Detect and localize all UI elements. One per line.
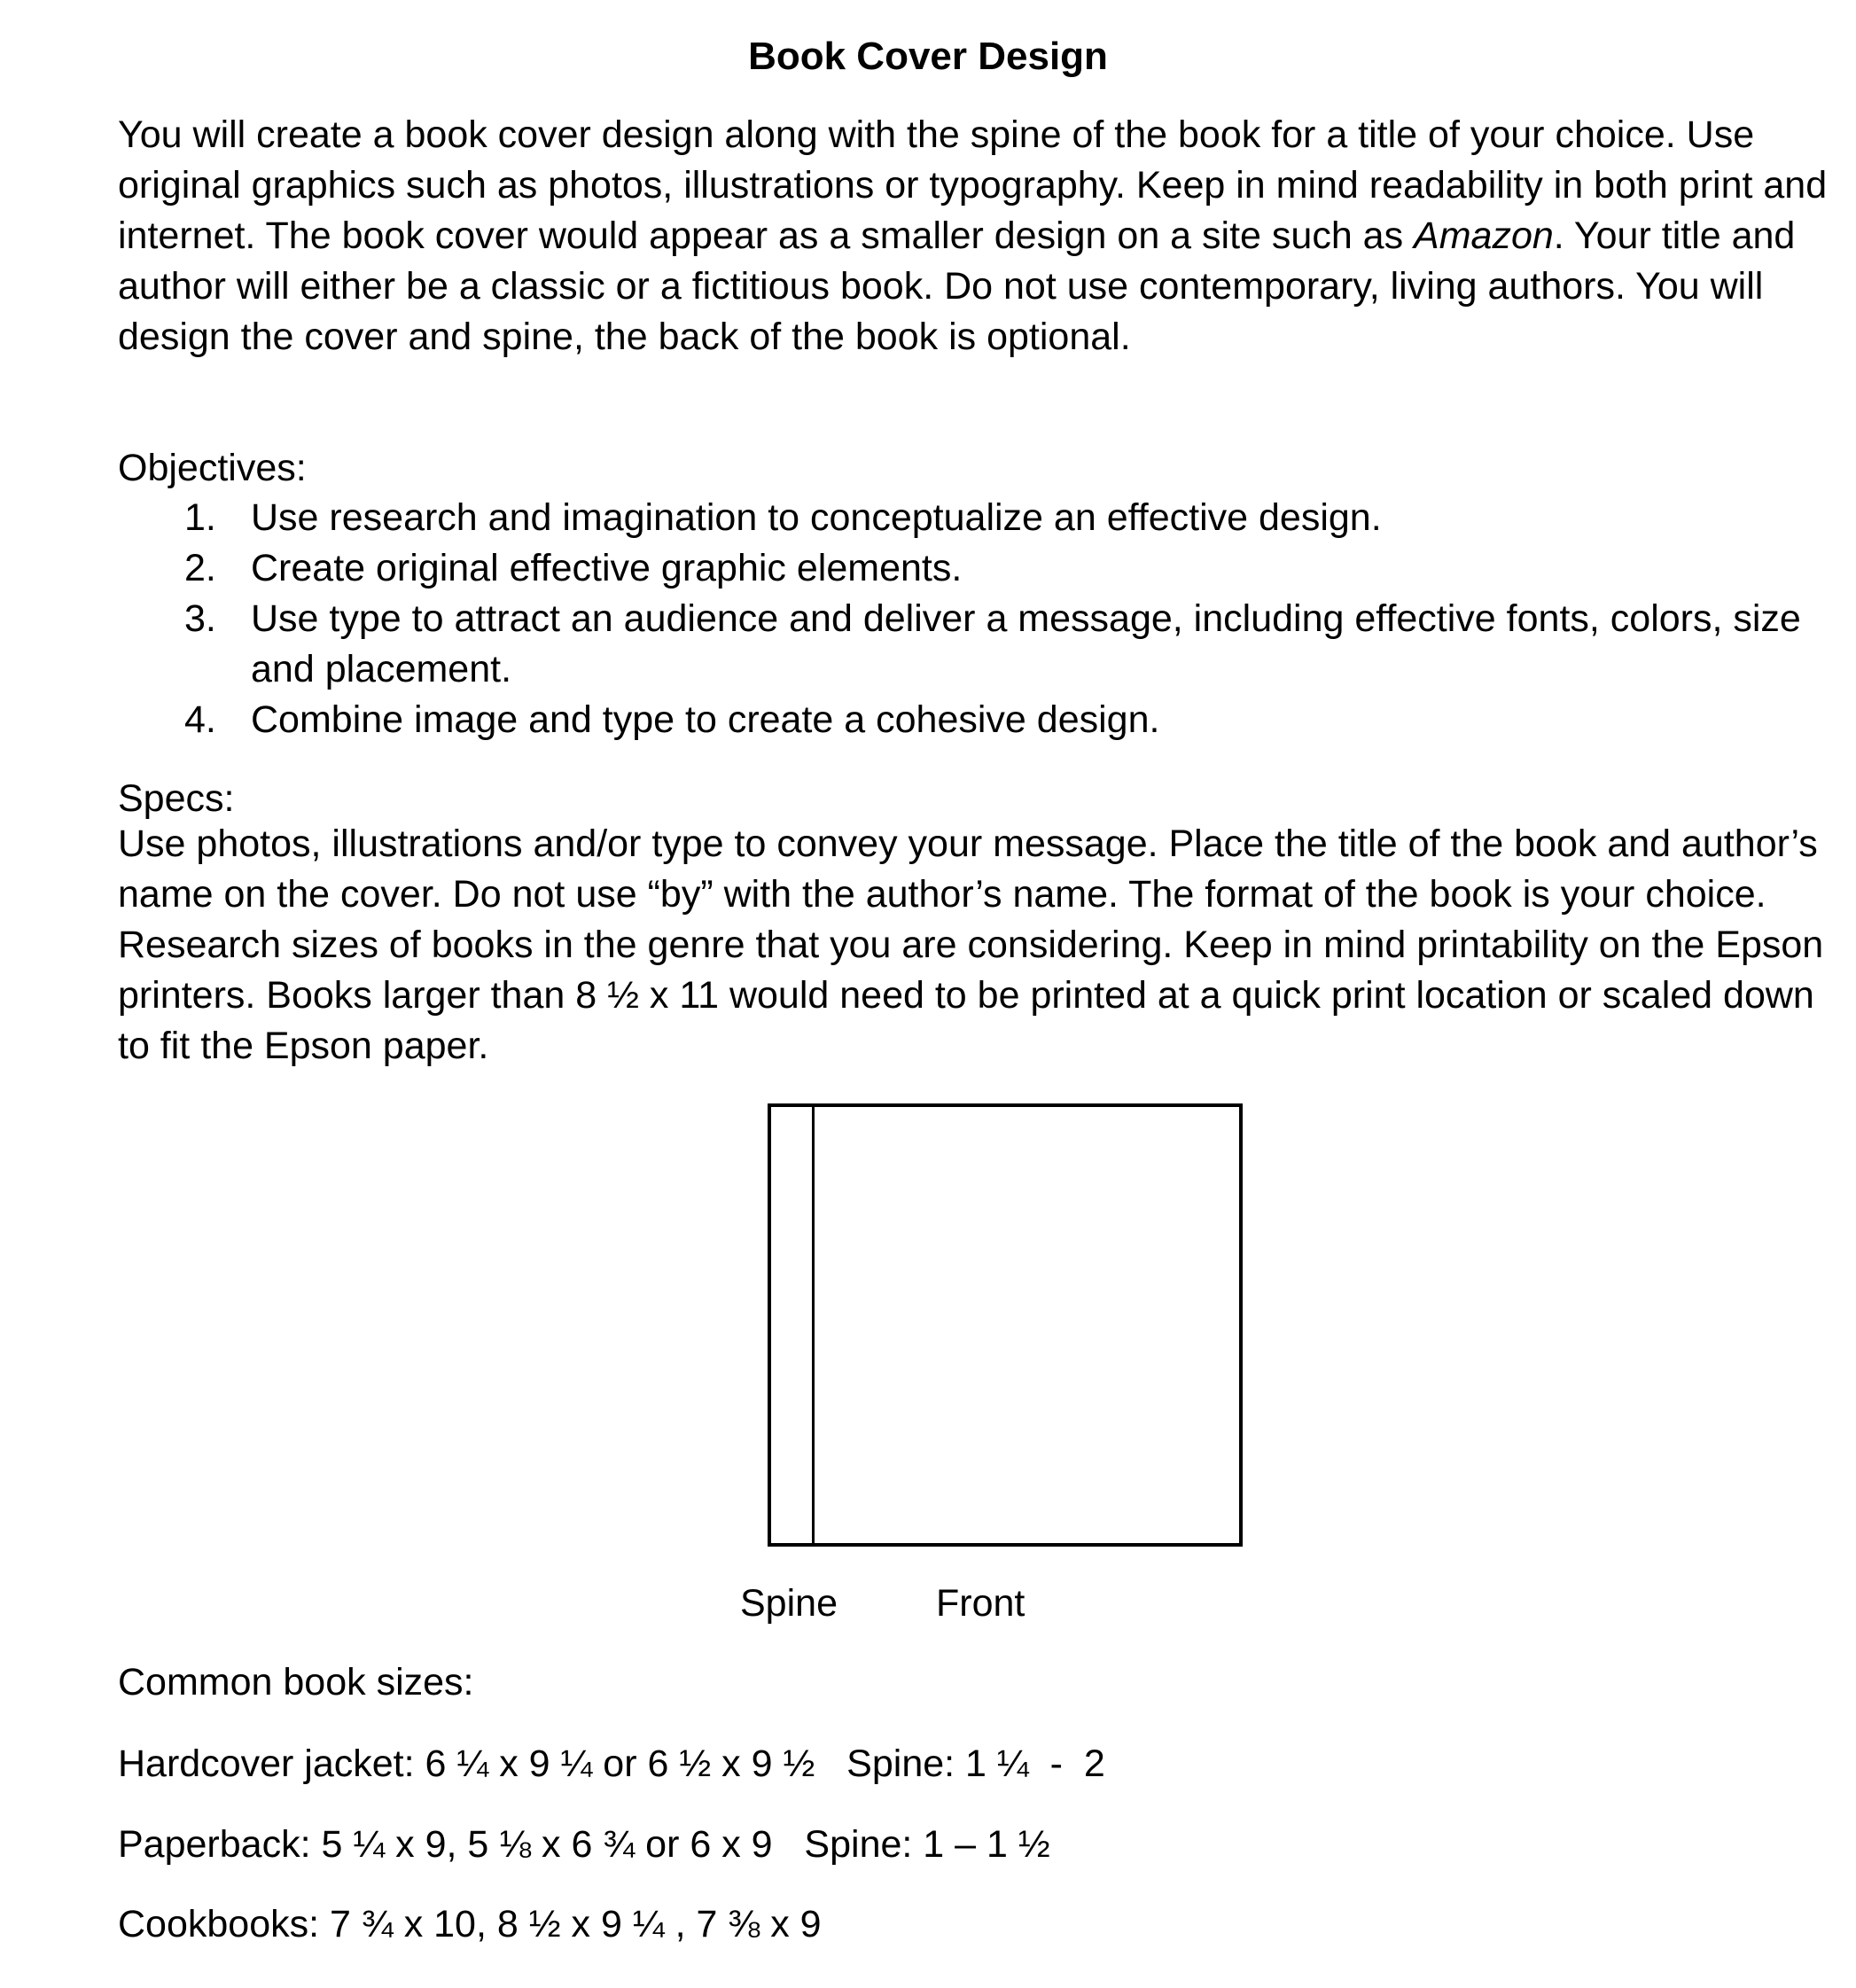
objectives-list <box>118 493 1829 745</box>
spine-label: Spine <box>740 1582 838 1625</box>
book-sizes-heading: Common book sizes: <box>118 1661 474 1703</box>
objective-text: Create original effective graphic elements. <box>251 547 963 589</box>
intro-text-part1: You will create a book cover design along with the spine of the book for a title of your choice. Use original graphics such as photos, illustrations or typography. Keep in mind readability in both print and internet. The book cover would appear as a smaller design on a site such as <box>118 113 1828 257</box>
objective-number: 4. <box>184 698 216 741</box>
objective-text: Use research and imagination to conceptualize an effective design. <box>251 496 1382 539</box>
intro-paragraph <box>118 110 1829 363</box>
objectives-heading: Objectives: <box>118 447 307 489</box>
intro-text-part2: . Your title and author will either be a classic or a fictitious book. Do not use contemporary, living authors. You will design the cover and spine, the back of the book is optional. <box>118 214 1796 358</box>
objective-item <box>118 594 1829 695</box>
objective-item <box>118 695 1829 745</box>
objective-text: Use type to attract an audience and deliver a message, including effective fonts, colors, size and placement. <box>251 597 1801 690</box>
objective-text: Combine image and type to create a cohesive design. <box>251 698 1160 741</box>
objective-item <box>118 493 1829 543</box>
cookbook-sizes: Cookbooks: 7 ¾ x 10, 8 ½ x 9 ¼ , 7 ⅜ x 9 <box>118 1903 822 1945</box>
specs-paragraph: Use photos, illustrations and/or type to convey your message. Place the title of the book and author’s name on the cover. Do not use “by” with the author’s name. The format of the book is your choice. Research sizes of books in the genre that you are considering. Keep in mind printability on the Epson printers. Books larger than 8 ½ x 11 would need to be printed at a quick print location or scaled down to fit the Epson paper. <box>118 822 1824 1067</box>
objective-number: 2. <box>184 547 216 589</box>
objective-number: 3. <box>184 597 216 640</box>
spine-divider <box>812 1107 815 1543</box>
intro-emphasis: Amazon <box>1414 214 1554 257</box>
hardcover-sizes: Hardcover jacket: 6 ¼ x 9 ¼ or 6 ½ x 9 ½ Spine: 1 ¼ - 2 <box>118 1742 1105 1785</box>
objective-item <box>118 543 1829 594</box>
paperback-sizes: Paperback: 5 ¼ x 9, 5 ⅛ x 6 ¾ or 6 x 9 Spine: 1 – 1 ½ <box>118 1823 1050 1866</box>
objective-number: 1. <box>184 496 216 539</box>
front-label: Front <box>936 1582 1025 1625</box>
book-outline <box>768 1103 1243 1547</box>
document-title: Book Cover Design <box>748 35 1108 78</box>
specs-heading: Specs: <box>118 777 235 820</box>
book-layout-diagram <box>768 1103 1241 1545</box>
